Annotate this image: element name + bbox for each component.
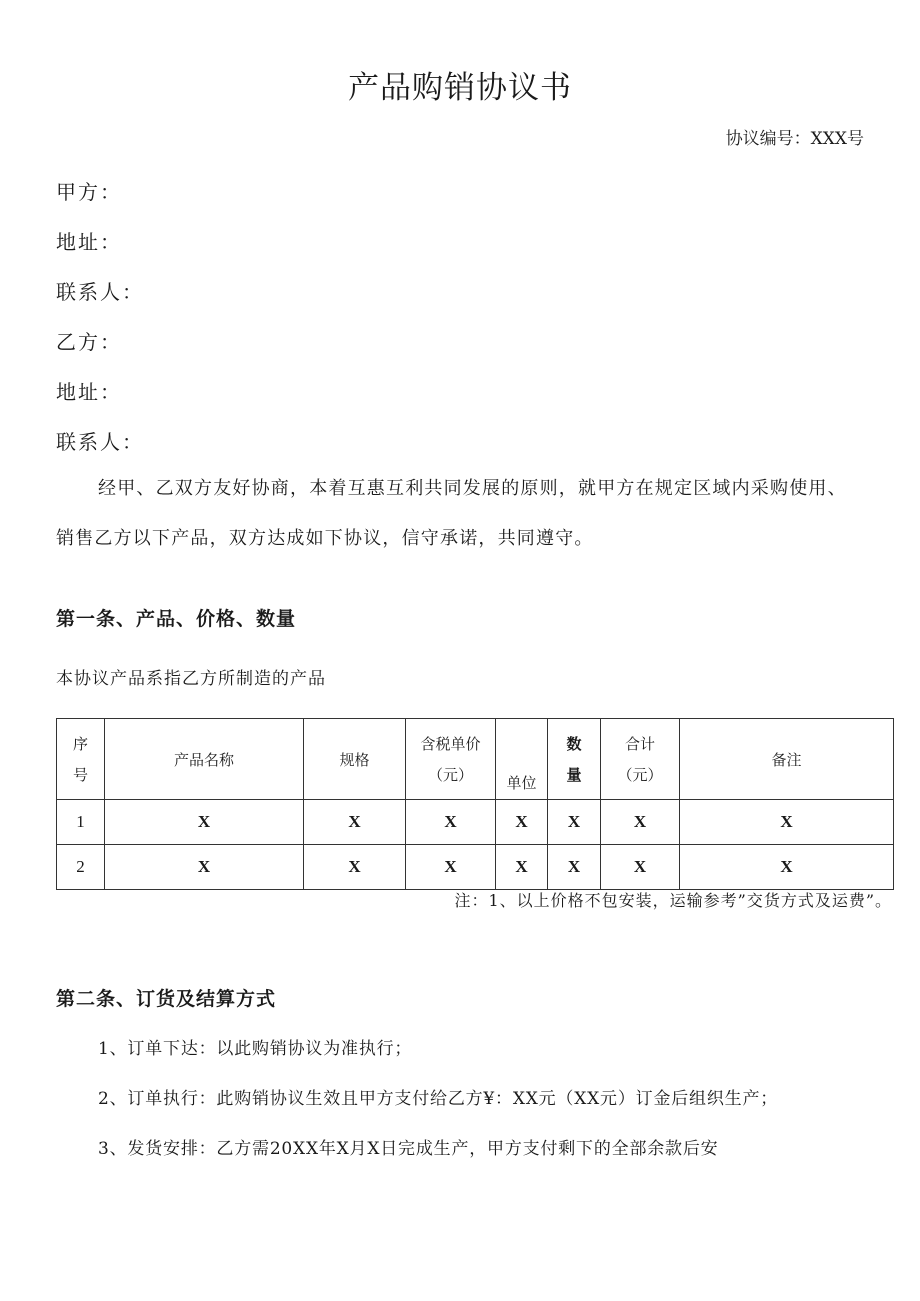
party-b-label: 乙方： xyxy=(56,330,122,354)
intro-paragraph-line-2: 销售乙方以下产品，双方达成如下协议，信守承诺，共同遵守。 xyxy=(56,528,594,549)
document-title: 产品购销协议书 xyxy=(348,70,572,106)
party-b-address-label: 地址： xyxy=(56,380,122,404)
header-spec: 规格 xyxy=(304,719,406,800)
cell-unit: X xyxy=(496,845,548,890)
products-table xyxy=(56,718,894,890)
header-total xyxy=(601,719,680,800)
article-1-description: 本协议产品系指乙方所制造的产品 xyxy=(56,669,326,689)
table-note: 注：1、以上价格不包安装，运输参考”交货方式及运费”。 xyxy=(454,891,892,910)
cell-unit: X xyxy=(496,800,548,845)
cell-quantity: X xyxy=(548,800,601,845)
table-row xyxy=(57,845,894,890)
cell-quantity: X xyxy=(548,845,601,890)
cell-remark: X xyxy=(680,800,894,845)
intro-paragraph-line-1: 经甲、乙双方友好协商，本着互惠互利共同发展的原则，就甲方在规定区域内采购使用、 xyxy=(98,478,847,499)
header-product-name: 产品名称 xyxy=(105,719,304,800)
header-unit-price-line-1: 含税单价 xyxy=(420,735,481,753)
party-b-contact-label: 联系人： xyxy=(56,430,144,454)
cell-remark: X xyxy=(680,845,894,890)
header-unit-price xyxy=(406,719,496,800)
header-quantity-line-1: 数 xyxy=(566,735,582,753)
cell-total: X xyxy=(601,845,680,890)
cell-total: X xyxy=(601,800,680,845)
article-2-item-2: 2、订单执行：此购销协议生效且甲方支付给乙方¥：XX元（XX元）订金后组织生产； xyxy=(98,1089,779,1109)
header-remark: 备注 xyxy=(680,719,894,800)
article-2-heading: 第二条、订货及结算方式 xyxy=(56,988,277,1010)
article-1-heading: 第一条、产品、价格、数量 xyxy=(56,608,297,630)
party-a-contact-label: 联系人： xyxy=(56,280,144,304)
cell-unit-price: X xyxy=(406,845,496,890)
header-unit-price-line-2: （元） xyxy=(427,766,473,784)
header-unit: 单位 xyxy=(496,719,548,800)
header-quantity xyxy=(548,719,601,800)
cell-seq: 1 xyxy=(57,800,105,845)
cell-spec: X xyxy=(304,800,406,845)
header-total-line-1: 合计 xyxy=(624,735,655,753)
party-a-label: 甲方： xyxy=(56,180,122,204)
cell-spec: X xyxy=(304,845,406,890)
header-seq-line-1: 序 xyxy=(72,735,88,753)
header-seq xyxy=(57,719,105,800)
cell-seq: 2 xyxy=(57,845,105,890)
agreement-number: 协议编号：XXX号 xyxy=(725,129,864,149)
header-total-line-2: （元） xyxy=(617,766,663,784)
table-header-row xyxy=(57,719,894,800)
header-seq-line-2: 号 xyxy=(72,766,88,784)
article-2-item-3: 3、发货安排：乙方需20XX年X月X日完成生产，甲方支付剩下的全部余款后安 xyxy=(98,1139,719,1159)
party-a-address-label: 地址： xyxy=(56,230,122,254)
cell-product-name: X xyxy=(105,800,304,845)
header-quantity-line-2: 量 xyxy=(566,766,582,784)
cell-product-name: X xyxy=(105,845,304,890)
table-row xyxy=(57,800,894,845)
cell-unit-price: X xyxy=(406,800,496,845)
article-2-item-1: 1、订单下达：以此购销协议为准执行； xyxy=(98,1039,413,1059)
